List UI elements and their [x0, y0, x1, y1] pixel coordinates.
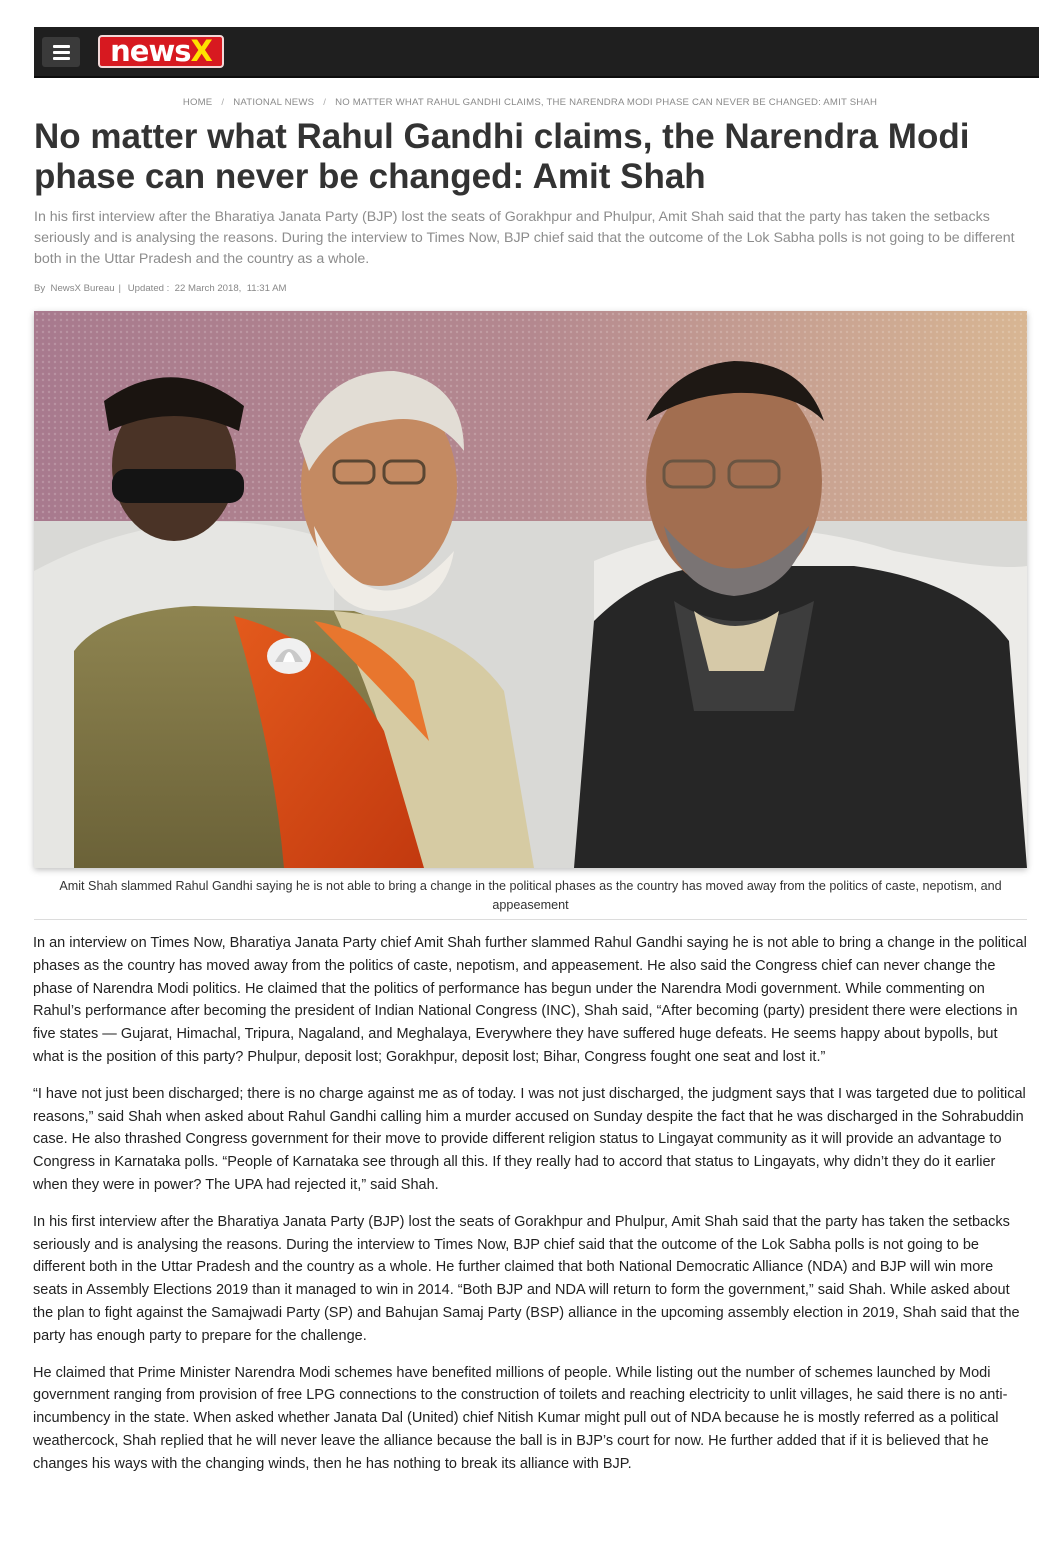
breadcrumb: HOME / NATIONAL NEWS / NO MATTER WHAT RAHUL GANDHI CLAIMS, THE NARENDRA MODI PHASE CAN NEVER BE CHANGED: AMIT SHAH — [182, 97, 878, 108]
byline-date: 22 March 2018, — [174, 283, 242, 294]
caption-divider — [34, 919, 1027, 920]
article-paragraph: In an interview on Times Now, Bharatiya Janata Party chief Amit Shah further slammed Rahul Gandhi saying he is not able to bring a change in the political phases as the country has moved away from the politics of caste, nepotism, and appeasement. He also said the Congress chief can never change the phase of Narendra Modi politics. He claimed that the politics of performance has begun under the Narendra Modi government. While commenting on Rahul’s performance after becoming the president of Indian National Congress (INC), Shah said, “After becoming (party) president there were elections in five states — Gujarat, Himachal, Tripura, Nagaland, and Meghalaya, Everywhere they have suffered huge defeats. He seems happy about bypolls, but what is the position of this party? Phulpur, deposit lost; Gorakhpur, deposit lost; Bihar, Congress fought one seat and lost it.” — [33, 935, 1027, 1065]
article-paragraph: He claimed that Prime Minister Narendra Modi schemes have benefited millions of people. While listing out the number of schemes launched by Modi government ranging from provision of free LPG connections to the construction of toilets and reaching electricity to unlit villages, he said there is no anti-incumbency in the state. When asked whether Janata Dal (United) chief Nitish Kumar might pull out of NDA because he is mostly referred as a political weathercock, Shah replied that he will never leave the alliance because the ball is in BJP’s court for now. He further added that if it is believed that he changes his ways with the changing winds, then he has nothing to break its alliance with BJP. — [33, 1364, 1008, 1472]
breadcrumb-current: NO MATTER WHAT RAHUL GANDHI CLAIMS, THE NARENDRA MODI PHASE CAN NEVER BE CHANGED: AMIT SHAH — [335, 97, 878, 108]
article-paragraph: In his first interview after the Bharatiya Janata Party (BJP) lost the seats of Gorakhpur and Phulpur, Amit Shah said that the party has taken the setbacks seriously and is analysing the reasons. During the interview to Times Now, BJP chief said that the outcome of the Lok Sabha polls is not going to be different both in the Uttar Pradesh and the country as a whole. He further claimed that both National Democratic Alliance (NDA) and BJP will win more seats in Assembly Elections 2019 than it managed to win in 2014. “Both BJP and NDA will return to form the government,” said Shah. While asked about the plan to fight against the Samajwadi Party (SP) and Bahujan Samaj Party (BSP) alliance in the upcoming assembly election in 2019, Shah said that the party has enough party to prepare for the challenge. — [33, 1213, 1020, 1344]
article-title: No matter what Rahul Gandhi claims, the Narendra Modi phase can never be changed: Amit Shah — [34, 117, 970, 196]
article-photo — [34, 311, 1027, 868]
byline-updated-label: Updated : — [127, 283, 170, 294]
logo-text-accent: X — [190, 34, 212, 68]
byline-time: 11:31 AM — [246, 283, 287, 294]
breadcrumb-section-link[interactable]: NATIONAL NEWS — [233, 97, 315, 108]
article-byline: By NewsX Bureau | Updated : 22 March 2018, 11:31 AM — [34, 283, 287, 294]
article-paragraph: “I have not just been discharged; there is no charge against me as of today. I was not just discharged, the judgment says that I was targeted due to political reasons,” said Shah when asked about Rahul Gandhi calling him a murder accused on Sunday despite the fact that he was discharged in the Sohrabuddin case. He also thrashed Congress government for their move to provide different religion status to Lingayat community as it will provide an advantage to Congress in Karnataka polls. “People of Karnataka see through all this. If they really had to accord that status to Lingayats, why didn’t they do it earlier when they were in power? The UPA had rejected it,” said Shah. — [33, 1085, 1026, 1193]
article-summary: In his first interview after the Bharatiya Janata Party (BJP) lost the seats of Gorakhpur and Phulpur, Amit Shah said that the party has taken the setbacks seriously and is analysing the reasons. During the interview to Times Now, BJP chief said that the outcome of the Lok Sabha polls is not going to be different both in the Uttar Pradesh and the country as a whole. — [34, 209, 1015, 267]
photo-caption: Amit Shah slammed Rahul Gandhi saying he is not able to bring a change in the political phases as the country has moved away from the politics of caste, nepotism, and appeasement — [59, 879, 1002, 912]
byline-author-link[interactable]: NewsX Bureau — [50, 283, 115, 294]
article-body — [33, 932, 1028, 1490]
byline-by-label: By — [34, 283, 46, 294]
breadcrumb-home-link[interactable]: HOME — [182, 97, 213, 108]
newsx-logo[interactable] — [98, 35, 224, 68]
logo-text-main: news — [110, 34, 191, 68]
hamburger-menu-icon[interactable] — [42, 37, 80, 67]
site-header — [34, 27, 1039, 78]
